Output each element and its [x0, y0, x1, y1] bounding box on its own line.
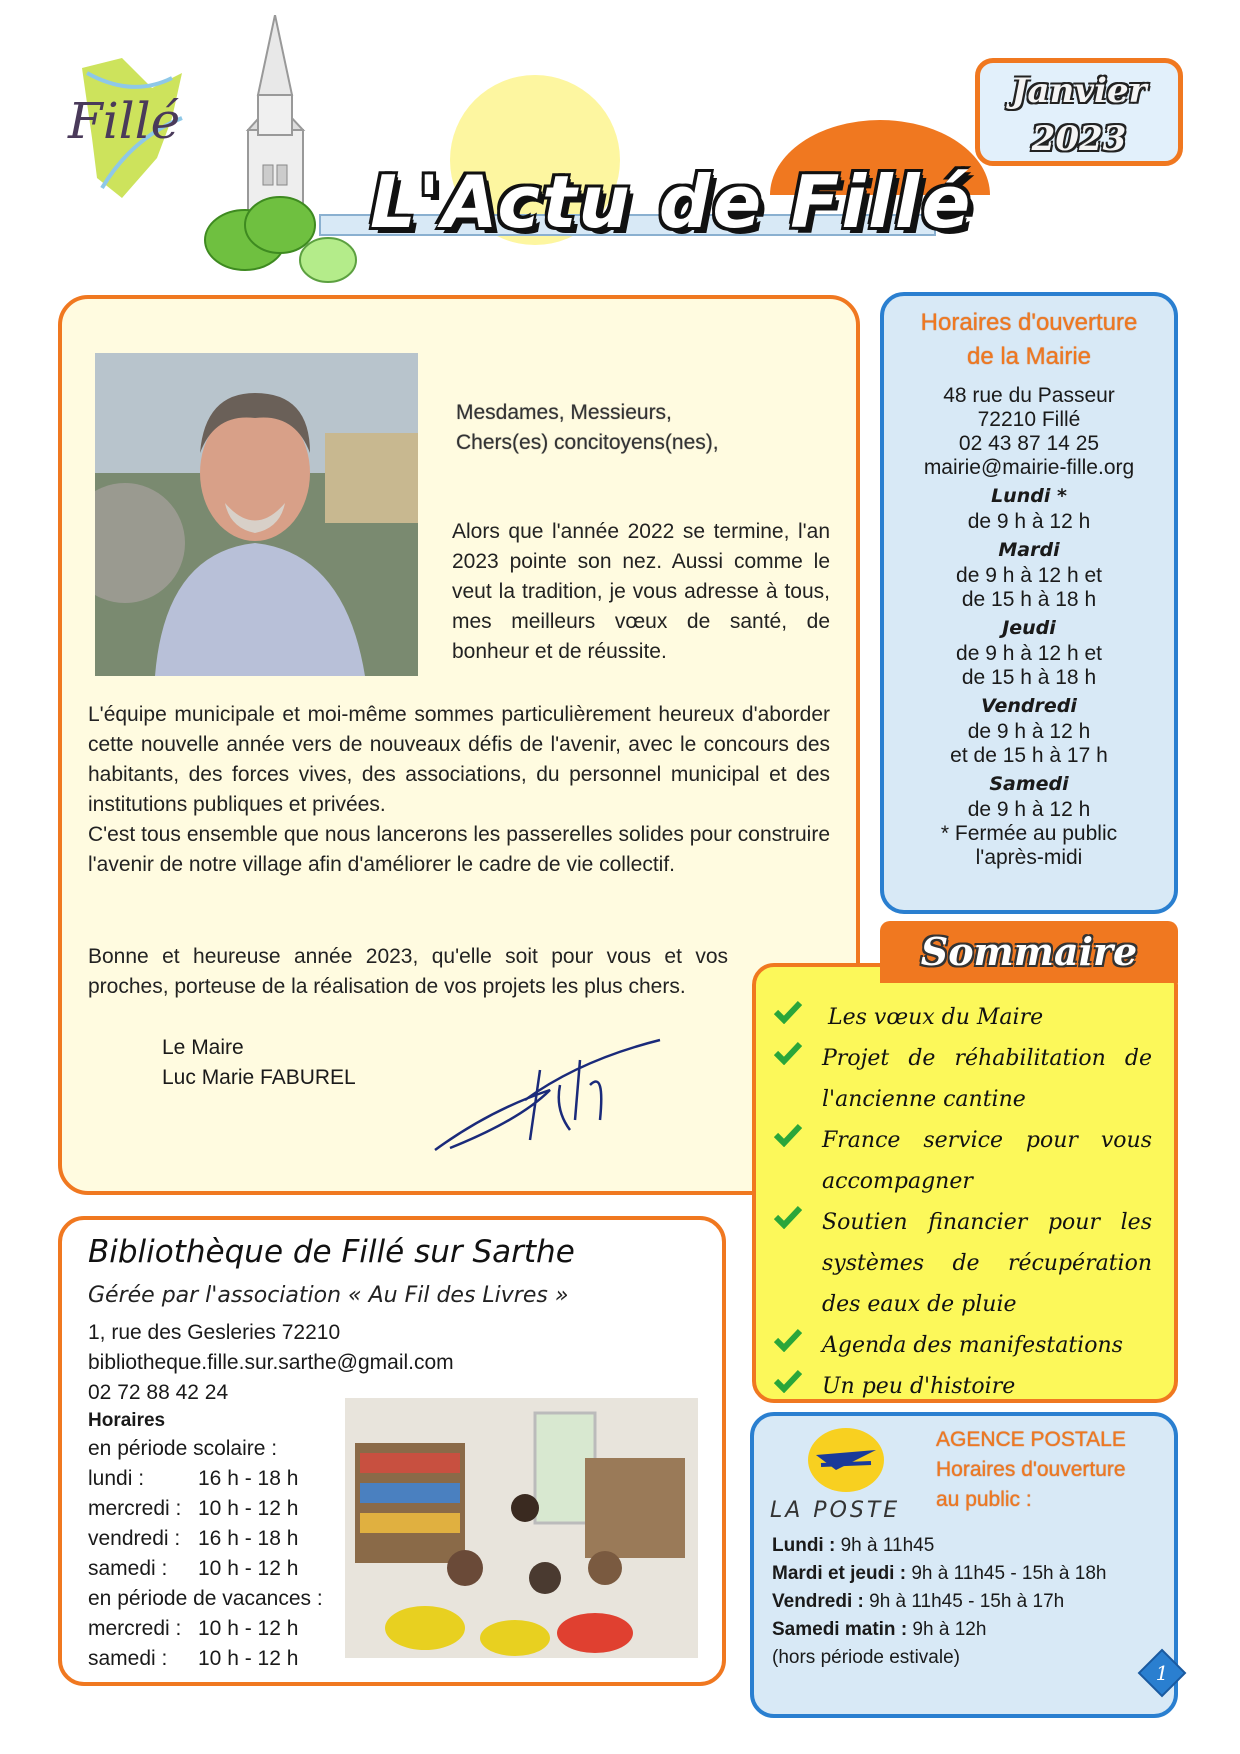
post-office-heading-2: Horaires d'ouverture — [936, 1458, 1126, 1481]
sommaire-item-label: Agenda des manifestations — [822, 1333, 1123, 1358]
post-office-time: 9h à 11h45 - 15h à 18h — [906, 1563, 1107, 1584]
post-office-day: Vendredi : — [772, 1591, 864, 1612]
post-office-hours — [772, 1532, 1106, 1672]
library-day: vendredi : — [88, 1527, 181, 1550]
signer — [162, 1033, 356, 1093]
post-office-day: Mardi et jeudi : — [772, 1563, 907, 1584]
issue-year: 2023 — [1031, 119, 1127, 159]
post-office-note: (hors période estivale) — [772, 1647, 960, 1668]
mairie-hours: de 9 h à 12 h et — [956, 642, 1102, 665]
library-photo — [345, 1398, 698, 1658]
check-icon — [774, 997, 822, 1038]
sommaire-item[interactable] — [774, 1038, 1152, 1120]
sommaire-item-label: France service pour vous accompagner — [822, 1128, 1152, 1194]
mairie-address: 48 rue du Passeur — [943, 384, 1115, 407]
mairie-email[interactable]: mairie@mairie-fille.org — [923, 456, 1135, 479]
signer-name: Luc Marie FABUREL — [162, 1066, 356, 1089]
post-office-row — [772, 1616, 1106, 1644]
sommaire-item[interactable] — [774, 1120, 1152, 1202]
check-icon — [774, 1366, 822, 1407]
edito-paragraph-3: Bonne et heureuse année 2023, qu'elle soit pour vous et vos proches, porteuse de la réalisation de vos projets les plus chers. — [88, 945, 728, 998]
mairie-day: Jeudi — [1002, 617, 1056, 639]
mairie-hours: de 15 h à 18 h — [961, 666, 1097, 689]
library-subtitle: Gérée par l'association « Au Fil des Livres » — [88, 1283, 569, 1308]
post-office-day: Lundi : — [772, 1535, 836, 1556]
sommaire-item[interactable] — [774, 1366, 1152, 1407]
edito-paragraph-2b: C'est tous ensemble que nous lancerons les passerelles solides pour construire l'avenir de notre village afin d'améliorer le cadre de vie collectif. — [88, 823, 830, 876]
sommaire-title: Sommaire — [880, 921, 1178, 983]
library-hours: 10 h - 12 h — [198, 1497, 299, 1520]
sommaire-item[interactable] — [774, 1325, 1152, 1366]
mairie-title — [884, 306, 1174, 374]
sommaire-item[interactable] — [774, 997, 1152, 1038]
mairie-title-1: Horaires d'ouverture — [920, 309, 1138, 336]
library-school-label: en période scolaire : — [88, 1437, 278, 1460]
edito-paragraph-2a: L'équipe municipale et moi-même sommes particulièrement heureux d'aborder cette nouvelle année vers de nouveaux défis de l'avenir, avec le concours des habitants, des forces vives, des associations, du personnel municipal et des institutions publiques et privées. — [88, 703, 830, 816]
sommaire-box — [752, 963, 1178, 1403]
greeting — [456, 398, 719, 458]
library-holiday-label: en période de vacances : — [88, 1587, 323, 1610]
library-day: mercredi : — [88, 1497, 182, 1520]
library-title: Bibliothèque de Fillé sur Sarthe — [88, 1234, 575, 1270]
mairie-title-2: de la Mairie — [966, 343, 1092, 370]
library-phone[interactable]: 02 72 88 42 24 — [88, 1381, 229, 1404]
sommaire-item-label: Soutien financier pour les systèmes de récupération des eaux de pluie — [822, 1210, 1152, 1317]
mairie-day: Lundi * — [991, 485, 1067, 507]
check-icon — [774, 1325, 822, 1366]
mairie-hours: de 9 h à 12 h et — [956, 564, 1102, 587]
mairie-hours-box — [880, 292, 1178, 914]
mayor-photo — [95, 353, 418, 676]
post-office-time: 9h à 11h45 - 15h à 17h — [863, 1591, 1065, 1612]
masthead-title: L'Actu de Fillé — [370, 160, 973, 244]
library-address: 1, rue des Gesleries 72210 — [88, 1321, 341, 1344]
la-poste-logo-text: LA POSTE — [770, 1498, 901, 1523]
header-illustration — [200, 15, 1030, 285]
edito-paragraph-2 — [88, 700, 830, 880]
post-office-row — [772, 1560, 1106, 1588]
library-hours: 10 h - 12 h — [198, 1647, 299, 1670]
page-number-badge — [1137, 1648, 1187, 1698]
post-office-row — [772, 1588, 1106, 1616]
mairie-day: Vendredi — [981, 695, 1077, 717]
mairie-hours: de 9 h à 12 h — [967, 720, 1091, 743]
issue-date — [975, 58, 1183, 166]
check-icon — [774, 1038, 822, 1120]
sommaire-item-label: Les vœux du Maire — [828, 1005, 1044, 1030]
mairie-day: Mardi — [998, 539, 1060, 561]
mayor-signature — [430, 1030, 690, 1160]
mairie-hours: de 9 h à 12 h — [967, 510, 1091, 533]
signer-role: Le Maire — [162, 1036, 244, 1059]
mairie-hours: et de 15 h à 17 h — [950, 744, 1108, 767]
edito-paragraph-1: Alors que l'année 2022 se termine, l'an 2023 pointe son nez. Aussi comme le veut la tradition, je vous adresse à tous, mes meilleurs vœux de santé, de bonheur et de réussite. — [452, 520, 830, 663]
library-day: samedi : — [88, 1647, 168, 1670]
library-hours: 10 h - 12 h — [198, 1557, 299, 1580]
logo-text: Fillé — [68, 92, 181, 150]
greeting-line-1: Mesdames, Messieurs, — [456, 401, 672, 424]
mairie-note: * Fermée au public — [940, 822, 1118, 845]
greeting-line-2: Chers(es) concitoyens(nes), — [456, 431, 719, 454]
sommaire-item-label: Projet de réhabilitation de l'ancienne cantine — [822, 1046, 1152, 1112]
library-hours: 10 h - 12 h — [198, 1617, 299, 1640]
library-hours-label: Horaires — [88, 1410, 166, 1431]
sommaire-item-label: Un peu d'histoire — [822, 1374, 1016, 1399]
post-office-day: Samedi matin : — [772, 1619, 908, 1640]
post-office-heading — [936, 1425, 1126, 1515]
library-hours: 16 h - 18 h — [198, 1527, 299, 1550]
mairie-city: 72210 Fillé — [977, 408, 1081, 431]
library-email[interactable]: bibliotheque.fille.sur.sarthe@gmail.com — [88, 1351, 454, 1374]
check-icon — [774, 1202, 822, 1325]
check-icon — [774, 1120, 822, 1202]
library-day: lundi : — [88, 1467, 145, 1490]
mairie-phone[interactable]: 02 43 87 14 25 — [958, 432, 1100, 455]
post-office-heading-1: AGENCE POSTALE — [936, 1428, 1126, 1451]
mairie-day: Samedi — [989, 773, 1069, 795]
issue-month: Janvier — [1011, 71, 1147, 111]
post-office-row — [772, 1532, 1106, 1560]
library-hours: 16 h - 18 h — [198, 1467, 299, 1490]
library-day: mercredi : — [88, 1617, 182, 1640]
mairie-hours: de 15 h à 18 h — [961, 588, 1097, 611]
mairie-note: l'après-midi — [975, 846, 1083, 869]
page-number: 1 — [1155, 1661, 1169, 1685]
post-office-time: 9h à 12h — [907, 1619, 987, 1640]
library-day: samedi : — [88, 1557, 168, 1580]
post-office-heading-3: au public : — [936, 1488, 1032, 1511]
sommaire-item[interactable] — [774, 1202, 1152, 1325]
post-office-time: 9h à 11h45 — [835, 1535, 935, 1556]
mairie-hours: de 9 h à 12 h — [967, 798, 1091, 821]
